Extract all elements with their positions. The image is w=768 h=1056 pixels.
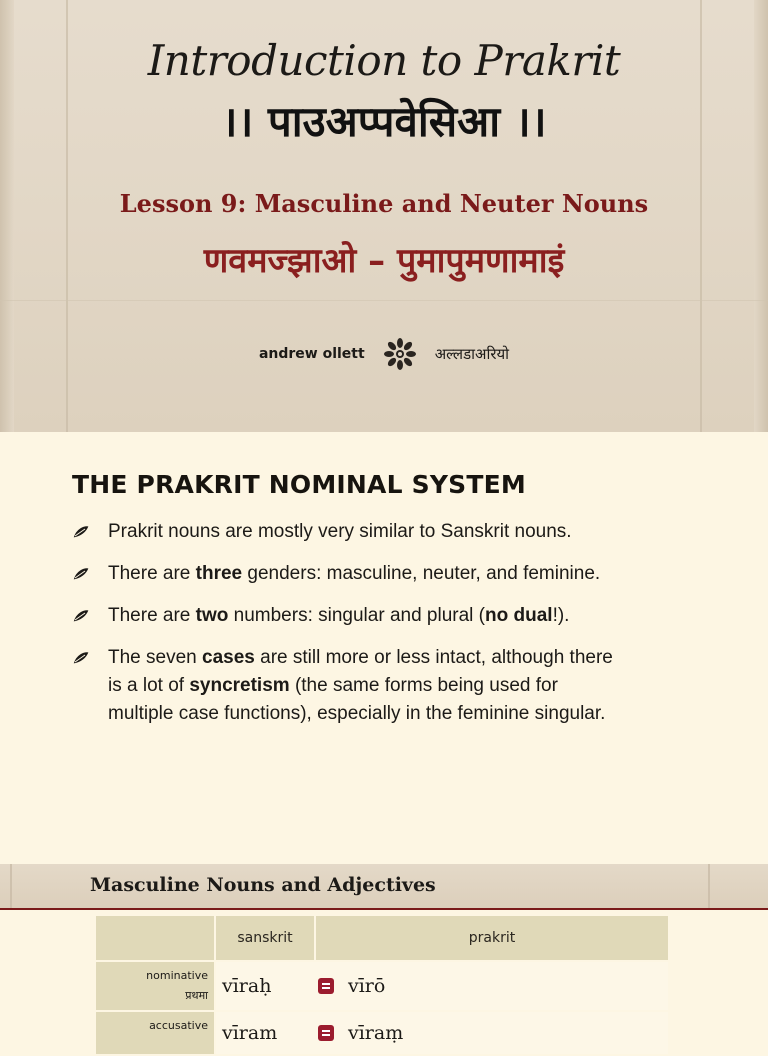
lesson-title: Lesson 9: Masculine and Neuter Nouns (119, 189, 649, 218)
case-label-devanagari: प्रथमा (185, 989, 208, 1002)
table-row (95, 961, 669, 1011)
author-name-devanagari: अल्लडाअरियो (434, 345, 510, 363)
case-label (95, 961, 215, 1011)
case-label-english: accusative (149, 1019, 208, 1032)
bullet-text: There are (108, 605, 196, 626)
course-title: Introduction to Prakrit (147, 36, 621, 85)
leaf-bullet-icon (72, 567, 90, 581)
table-header-prakrit: prakrit (315, 915, 669, 961)
leaf-bullet-icon (72, 609, 90, 623)
bullet-text: There are (108, 563, 196, 584)
bullet-item (72, 602, 692, 630)
paper-rule-line (10, 864, 12, 908)
table-header-sanskrit: sanskrit (215, 915, 315, 961)
course-title-devanagari: ।। पाउअप्पवेसिआ ।। (221, 97, 547, 146)
declension-table (94, 914, 670, 1056)
equals-icon (318, 1025, 334, 1041)
bullet-text: (the same forms being used for multiple case functions), especially in the feminine singular. (108, 675, 606, 724)
table-header-empty (95, 915, 215, 961)
prakrit-form: vīraṃ (348, 1022, 404, 1044)
table-header-row (95, 915, 669, 961)
emphasis-text: three (195, 563, 243, 584)
leaf-bullet-icon (72, 525, 90, 539)
table-slide (0, 864, 768, 1044)
bullet-item (72, 644, 628, 728)
forms-cell (215, 1011, 669, 1055)
author-name: andrew ollett (258, 346, 365, 362)
header-rule (0, 908, 768, 910)
slide-heading: THE PRAKRIT NOMINAL SYSTEM (72, 470, 526, 499)
emphasis-text: syncretism (189, 675, 290, 696)
forms-cell (215, 961, 669, 1011)
leaf-bullet-icon (72, 651, 90, 665)
equals-icon (318, 978, 334, 994)
bullet-text: numbers: singular and plural ( (228, 605, 486, 626)
forms-wrap (222, 1022, 662, 1044)
slide-header-band (0, 864, 768, 908)
content-slide (0, 432, 768, 864)
bullet-text: !). (552, 605, 570, 626)
bullet-text: The seven (108, 647, 202, 668)
paper-fold-line (0, 300, 768, 301)
title-slide (0, 0, 768, 432)
sanskrit-form: vīram (222, 1022, 278, 1044)
forms-wrap (222, 975, 662, 997)
bullet-text: genders: masculine, neuter, and feminine. (242, 563, 601, 584)
bullet-list (72, 518, 692, 742)
author-row (0, 336, 768, 372)
prakrit-form: vīrō (348, 975, 386, 997)
slide-title: Masculine Nouns and Adjectives (90, 874, 436, 896)
bullet-item (72, 518, 692, 546)
bullet-text: Prakrit nouns are mostly very similar to Sanskrit nouns. (108, 521, 572, 542)
lesson-title-devanagari: णवमज्झाओ – पुमापुमणामाइं (203, 241, 565, 281)
emphasis-text: cases (202, 647, 255, 668)
bullet-item (72, 560, 692, 588)
lotus-emblem-icon (383, 337, 417, 371)
sanskrit-form: vīraḥ (222, 975, 272, 997)
case-label (95, 1011, 215, 1055)
table-row (95, 1011, 669, 1055)
emphasis-text: two (195, 605, 229, 626)
bullet-text: are still more or less intact, although there is a lot of (108, 647, 613, 696)
case-label-english: nominative (146, 969, 208, 982)
paper-rule-line (708, 864, 710, 908)
emphasis-text: no dual (485, 605, 553, 626)
